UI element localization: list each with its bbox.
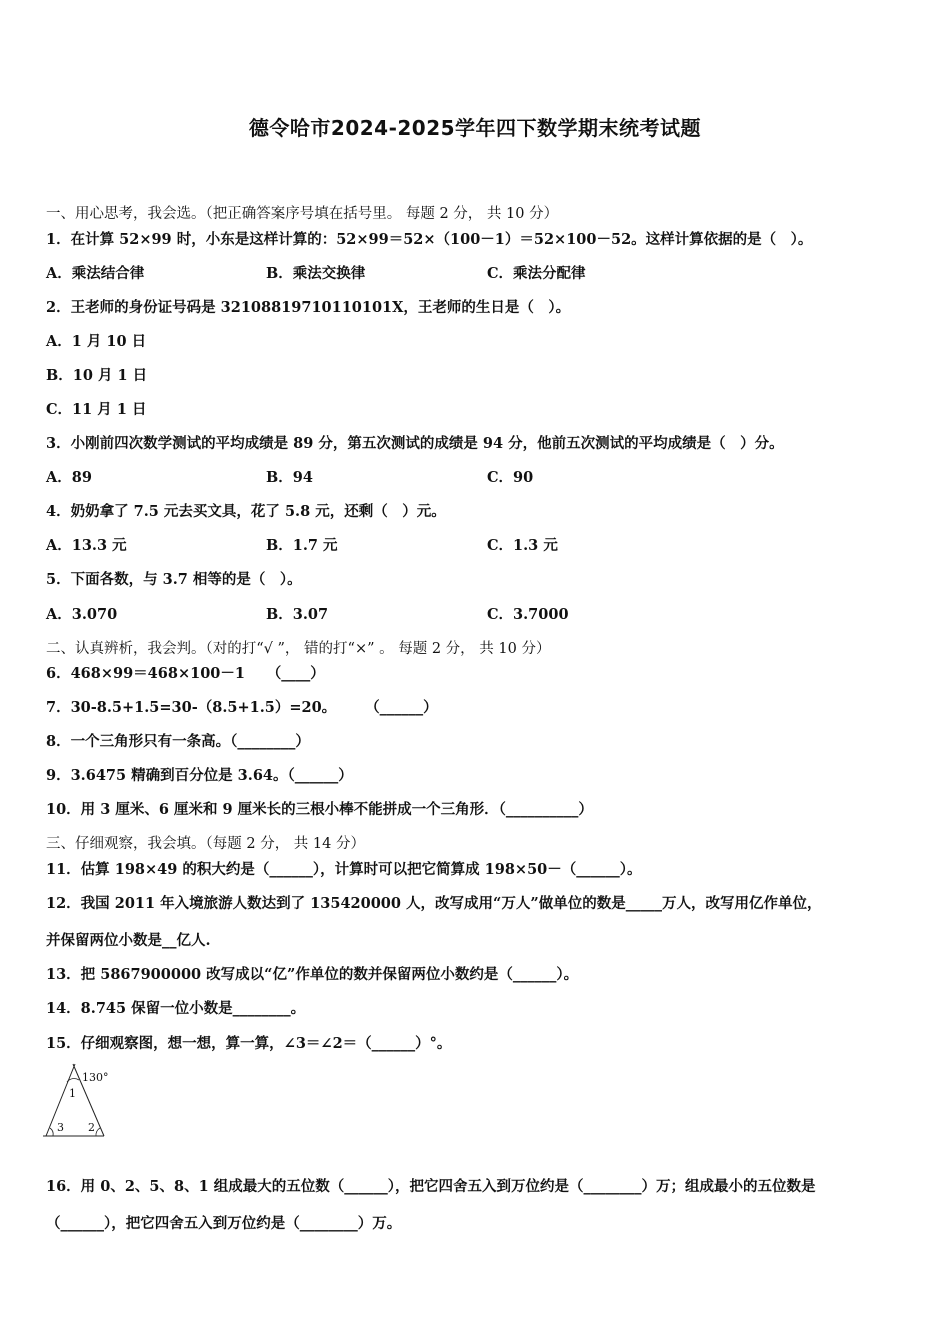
question-9: 9．3.6475 精确到百分位是 3.64。（______） bbox=[46, 767, 353, 784]
triangle-figure bbox=[40, 1060, 130, 1142]
q5-option-a: A．3.070 bbox=[46, 606, 118, 623]
q3-option-a: A．89 bbox=[46, 469, 92, 486]
section-3-heading: 三、仔细观察，我会填。（每题 2 分， 共 14 分） bbox=[46, 836, 365, 852]
q5-option-b: B．3.07 bbox=[266, 606, 329, 623]
q3-option-b: B．94 bbox=[266, 469, 313, 486]
question-4: 4．奶奶拿了 7.5 元去买文具，花了 5.8 元，还剩（ ）元。 bbox=[46, 503, 446, 520]
question-14: 14．8.745 保留一位小数是________。 bbox=[46, 1000, 306, 1017]
question-1: 1．在计算 52×99 时，小东是这样计算的：52×99＝52×（100－1）＝52×100－52。这样计算依据的是（ ）。 bbox=[46, 231, 813, 248]
q1-option-b: B．乘法交换律 bbox=[266, 265, 366, 282]
question-3: 3．小刚前四次数学测试的平均成绩是 89 分，第五次测试的成绩是 94 分，他前五次测试的平均成绩是（ ）分。 bbox=[46, 435, 784, 452]
q4-option-a: A．13.3 元 bbox=[46, 537, 127, 554]
angle-2-label: 2 bbox=[88, 1121, 95, 1134]
angle-3-label: 3 bbox=[57, 1121, 64, 1134]
question-7: 7．30-8.5+1.5=30-（8.5+1.5）=20。 （______） bbox=[46, 699, 438, 716]
question-11: 11．估算 198×49 的积大约是（______），计算时可以把它简算成 198×50－（______）。 bbox=[46, 861, 642, 878]
q4-option-c: C．1.3 元 bbox=[487, 537, 558, 554]
q5-option-c: C．3.7000 bbox=[487, 606, 569, 623]
question-5: 5．下面各数，与 3.7 相等的是（ ）。 bbox=[46, 571, 302, 588]
q2-option-b: B．10 月 1 日 bbox=[46, 367, 148, 384]
q4-option-b: B．1.7 元 bbox=[266, 537, 338, 554]
q2-option-c: C．11 月 1 日 bbox=[46, 401, 147, 418]
angle-1-label: 1 bbox=[69, 1087, 76, 1100]
q1-option-a: A．乘法结合律 bbox=[46, 265, 145, 282]
question-12-continued: 并保留两位小数是__亿人. bbox=[46, 932, 211, 949]
question-8: 8．一个三角形只有一条高。（________） bbox=[46, 733, 310, 750]
question-10: 10．用 3 厘米、6 厘米和 9 厘米长的三根小棒不能拼成一个三角形．（__________） bbox=[46, 801, 593, 818]
question-16: 16．用 0、2、5、8、1 组成最大的五位数（______），把它四舍五入到万位约是（________）万；组成最小的五位数是 bbox=[46, 1178, 816, 1195]
question-16-continued: （______），把它四舍五入到万位约是（________）万。 bbox=[46, 1215, 402, 1232]
question-13: 13．把 5867900000 改写成以“亿”作单位的数并保留两位小数约是（______）。 bbox=[46, 966, 579, 983]
question-2: 2．王老师的身份证号码是 32108819710110101X，王老师的生日是（ ）。 bbox=[46, 299, 571, 316]
q3-option-c: C．90 bbox=[487, 469, 534, 486]
page-title: 德令哈市2024-2025学年四下数学期末统考试题 bbox=[248, 116, 702, 140]
q1-option-c: C．乘法分配律 bbox=[487, 265, 586, 282]
question-12: 12．我国 2011 年入境旅游人数达到了 135420000 人，改写成用“万人”做单位的数是_____万人，改写用亿作单位， bbox=[46, 895, 822, 912]
section-2-heading: 二、认真辨析，我会判。（对的打“√ ”， 错的打“×” 。 每题 2 分， 共 10 分） bbox=[46, 641, 551, 657]
question-6: 6．468×99＝468×100－1 （____） bbox=[46, 665, 325, 682]
question-15: 15．仔细观察图，想一想，算一算，∠3＝∠2＝（______）°。 bbox=[46, 1035, 452, 1052]
section-1-heading: 一、用心思考，我会选。（把正确答案序号填在括号里。 每题 2 分， 共 10 分） bbox=[46, 206, 559, 222]
q2-option-a: A．1 月 10 日 bbox=[46, 333, 147, 350]
angle-130-label: 130° bbox=[82, 1071, 109, 1084]
